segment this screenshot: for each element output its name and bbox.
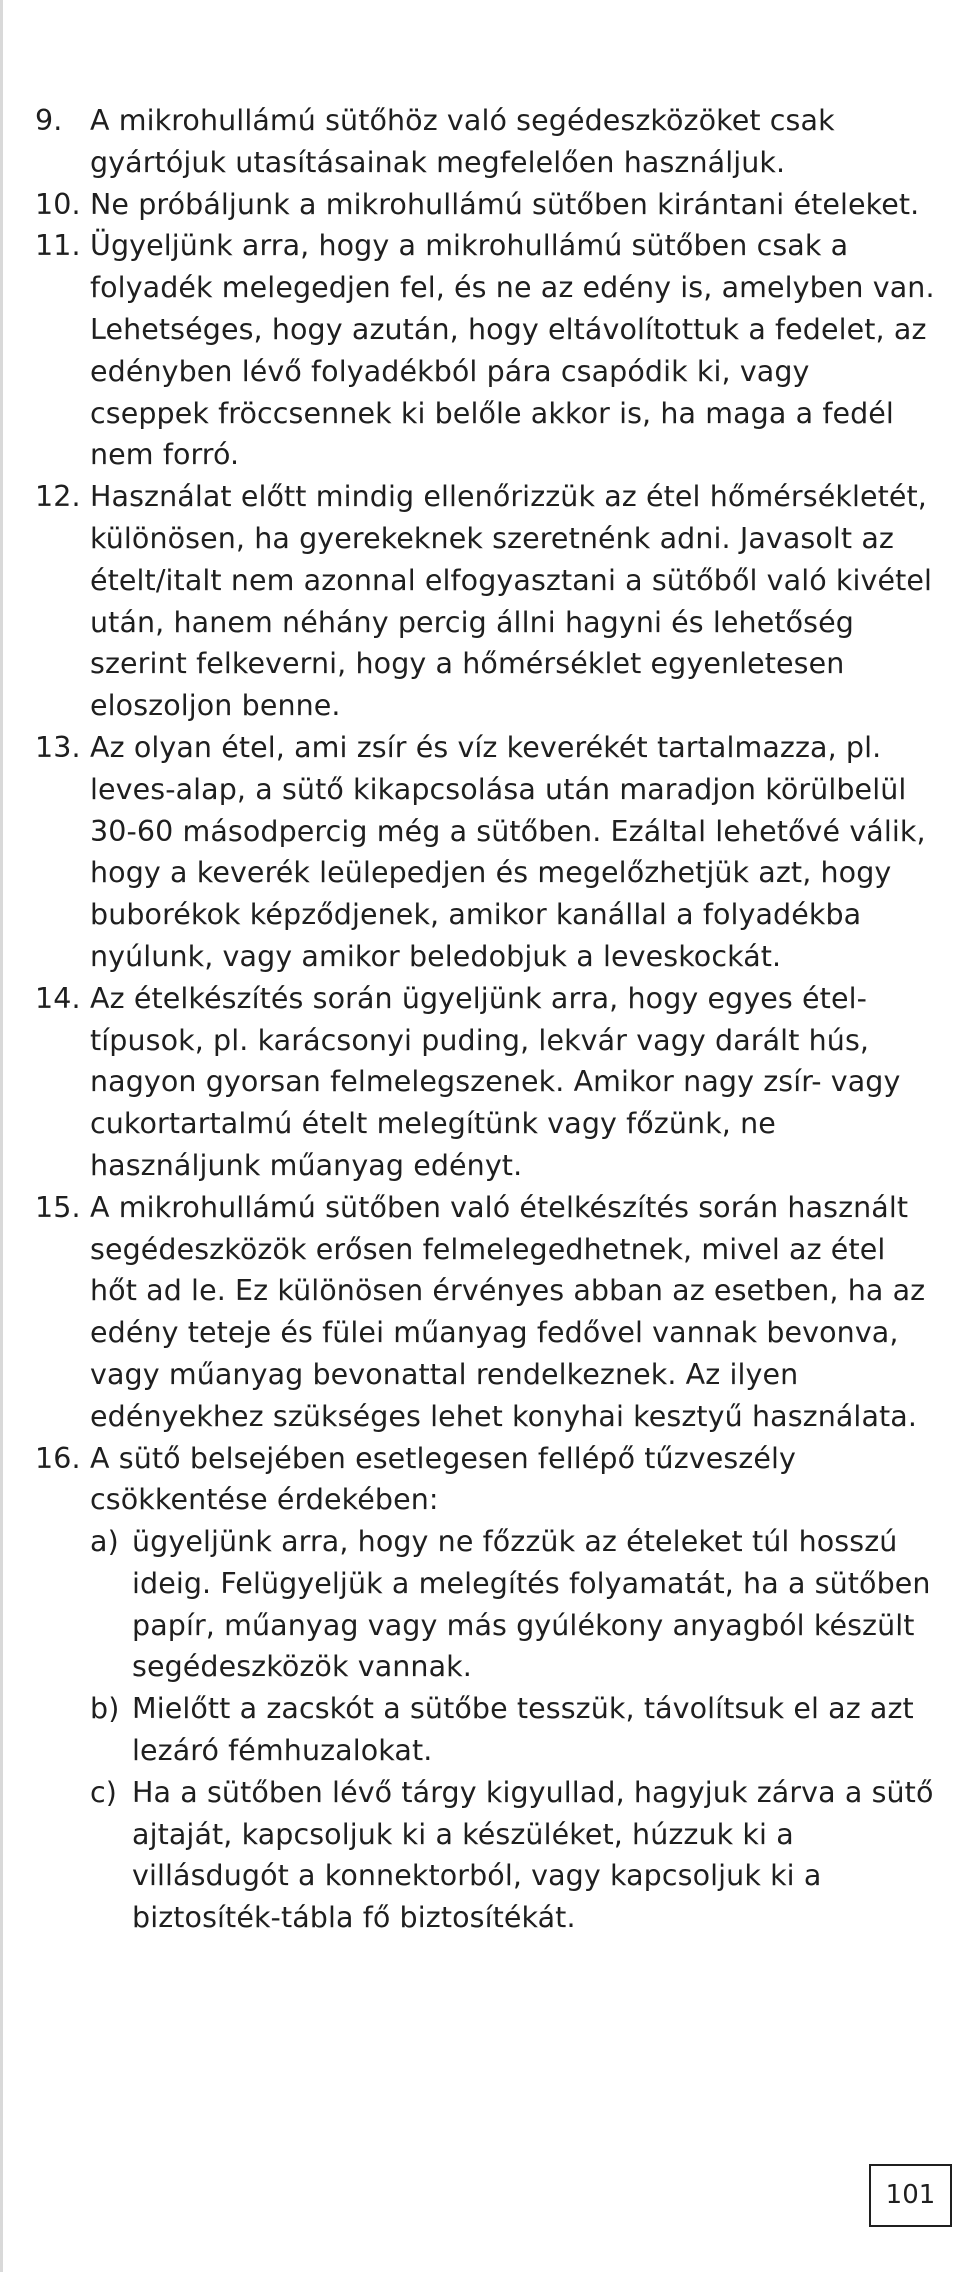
sub-item-letter: a) [90,1525,119,1559]
page-number: 101 [869,2164,952,2227]
sub-item-text: ügyeljünk arra, hogy ne főzzük az ételeket túl hosszú ideig. Felügyeljük a melegítés folyamatát, ha a sütőben papír, műanyag vagy más gyúlékony anyagból készült segédeszközök vannak. [132,1525,931,1684]
list-item-16 [35,1438,935,1940]
list-item-10 [35,184,935,226]
item-number: 11. [35,229,81,263]
item-text: Használat előtt mindig ellenőrizzük az étel hőmérsékletét, különösen, ha gyerekeknek szeretnénk adni. Javasolt az ételt/italt nem azonnal elfogyasztani a sütőből való kivétel után, hanem néhány percig állni hagyni és lehetőség szerint felkeverni, hogy a hőmérséklet egyenletesen eloszoljon benne. [90,480,933,723]
item-number: 12. [35,480,81,514]
list-item-14 [35,978,935,1187]
safety-instructions-list [35,100,935,1939]
sub-item-c [90,1772,935,1939]
item-number: 15. [35,1190,81,1224]
sub-item-letter: b) [90,1692,120,1726]
sub-item-letter: c) [90,1775,117,1809]
list-item-11 [35,225,935,476]
list-item-12 [35,476,935,727]
sub-item-b [90,1688,935,1772]
item-text: Az ételkészítés során ügyeljünk arra, hogy egyes étel-típusok, pl. karácsonyi puding, lekvár vagy darált hús, nagyon gyorsan felmelegszenek. Amikor nagy zsír- vagy cukortartalmú ételt melegítünk vagy főzünk, ne használjunk műanyag edényt. [90,981,901,1182]
item-number: 14. [35,981,81,1015]
sub-item-text: Ha a sütőben lévő tárgy kigyullad, hagyjuk zárva a sütő ajtaját, kapcsoljuk ki a készüléket, húzzuk ki a villásdugót a konnektorból, vagy kapcsoljuk ki a biztosíték-tábla fő biztosítékát. [132,1775,934,1935]
item-text: A sütő belsejében esetlegesen fellépő tűzveszély csökkentése érdekében: [90,1441,796,1517]
item-number: 9. [35,104,63,137]
item-text: A mikrohullámú sütőben való ételkészítés során használt segédeszközök erősen felmelegedhetnek, mivel az étel hőt ad le. Ez különösen érvényes abban az esetben, ha az edény teteje és fülei műanyag fedővel vannak bevonva, vagy műanyag bevonattal rendelkeznek. Az ilyen edényekhez szükséges lehet konyhai kesztyű használata. [90,1190,926,1433]
page-left-border [0,0,3,2272]
item-number: 16. [35,1441,81,1475]
list-item-13 [35,727,935,978]
list-item-9 [35,100,935,184]
item-text: Az olyan étel, ami zsír és víz keverékét tartalmazza, pl. leves-alap, a sütő kikapcsolása után maradjon körülbelül 30-60 másodpercig még a sütőben. Ezáltal lehetővé válik, hogy a keverék leülepedjen és megelőzhetjük azt, hogy buborékok képződjenek, amikor kanállal a folyadékba nyúlunk, vagy amikor beledobjuk a leveskockát. [90,730,926,973]
item-number: 13. [35,730,81,764]
list-item-15 [35,1187,935,1438]
sub-item-text: Mielőtt a zacskót a sütőbe tesszük, távolítsuk el az azt lezáró fémhuzalokat. [132,1692,914,1768]
sub-item-a [90,1521,935,1688]
item-text: Ügyeljünk arra, hogy a mikrohullámú sütőben csak a folyadék melegedjen fel, és ne az edény is, amelyben van. Lehetséges, hogy azután, hogy eltávolítottuk a fedelet, az edényben lévő folyadékból pára csapódik ki, vagy cseppek fröccsennek ki belőle akkor is, ha maga a fedél nem forró. [90,229,935,472]
item-text: Ne próbáljunk a mikrohullámú sütőben kirántani ételeket. [90,187,920,221]
item-number: 10. [35,187,81,221]
item-text: A mikrohullámú sütőhöz való segédeszközöket csak gyártójuk utasításainak megfelelően használjuk. [90,104,835,179]
